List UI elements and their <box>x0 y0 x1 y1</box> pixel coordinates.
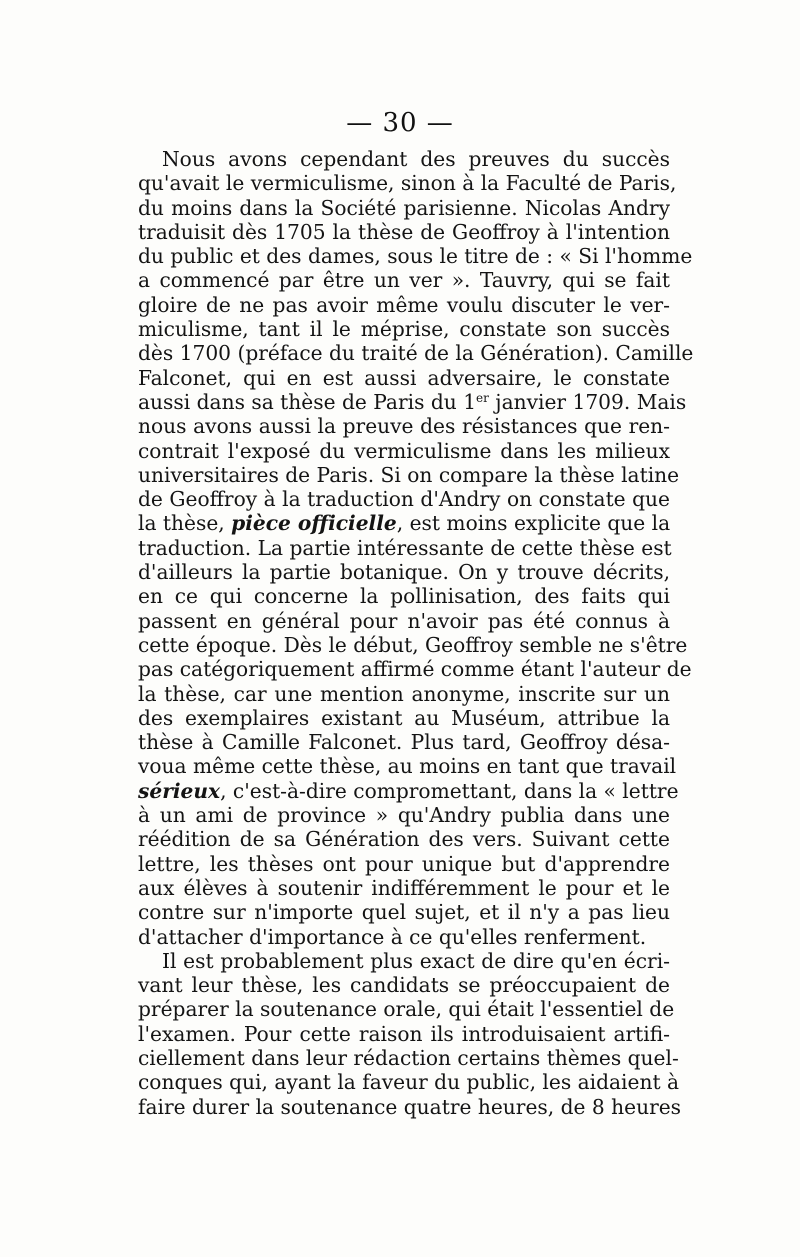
text-line: nous avons aussi la preuve des résistances que ren- <box>138 414 670 439</box>
text-segment: aussi dans sa thèse de Paris du 1 <box>138 389 477 414</box>
text-line: a commencé par être un ver ». Tauvry, qui se fait <box>138 268 670 293</box>
text-line: conques qui, ayant la faveur du public, les aidaient à <box>138 1070 680 1095</box>
text-line: ciellement dans leur rédaction certains thèmes quel- <box>138 1045 679 1070</box>
text-line: traduction. La partie intéressante de cette thèse est <box>138 535 672 560</box>
text-line: aux élèves à soutenir indifféremment le pour et le <box>138 875 670 900</box>
text-line: faire durer la soutenance quatre heures, de 8 heures <box>138 1094 682 1119</box>
italic-phrase: pièce officielle <box>231 511 397 536</box>
text-segment: janvier 1709. Mais <box>488 389 687 414</box>
text-line: cette époque. Dès le début, Geoffroy semble ne s'être <box>138 632 688 657</box>
text-line: contre sur n'importe quel sujet, et il n'y a pas lieu <box>138 900 670 925</box>
body-text <box>138 147 694 1119</box>
text-line: Il est probablement plus exact de dire qu'en écri- <box>162 948 670 973</box>
text-line: passent en général pour n'avoir pas été connus à <box>138 608 670 633</box>
text-segment: , c'est-à-dire compromettant, dans la « lettre <box>220 778 679 803</box>
text-line: gloire de ne pas avoir même voulu discuter le ver- <box>138 292 670 317</box>
text-line: de Geoffroy à la traduction d'Andry on constate que <box>138 487 670 512</box>
text-line: d'ailleurs la partie botanique. On y trouve décrits, <box>138 560 670 585</box>
text-line: qu'avait le vermiculisme, sinon à la Faculté de Paris, <box>138 171 677 196</box>
page-number: — 30 — <box>346 108 454 138</box>
text-line: contrait l'exposé du vermiculisme dans les milieux <box>138 438 670 463</box>
text-line: thèse à Camille Falconet. Plus tard, Geoffroy désa- <box>138 730 670 755</box>
text-line: du public et des dames, sous le titre de : « Si l'homme <box>138 244 693 269</box>
text-line: la thèse, car une mention anonyme, inscrite sur un <box>138 681 670 706</box>
text-line: lettre, les thèses ont pour unique but d'apprendre <box>138 851 670 876</box>
text-line-date <box>138 389 687 414</box>
text-line: dès 1700 (préface du traité de la Génération). Camille <box>138 341 694 366</box>
text-line: du moins dans la Société parisienne. Nicolas Andry <box>138 195 670 220</box>
text-line: miculisme, tant il le méprise, constate son succès <box>138 317 670 342</box>
superscript-er: er <box>476 390 489 405</box>
text-line: universitaires de Paris. Si on compare la thèse latine <box>138 462 680 487</box>
text-line: des exemplaires existant au Muséum, attribue la <box>138 705 670 730</box>
text-line: préparer la soutenance orale, qui était l'essentiel de <box>138 997 675 1022</box>
text-segment: la thèse, <box>138 511 232 536</box>
text-segment: , est moins explicite que la <box>396 511 671 536</box>
text-line-serieux <box>138 778 679 803</box>
text-line: traduisit dès 1705 la thèse de Geoffroy à l'intention <box>138 219 670 244</box>
text-line: à un ami de province » qu'Andry publia dans une <box>138 803 670 828</box>
text-line: voua même cette thèse, au moins en tant que travail <box>138 754 677 779</box>
text-line: Nous avons cependant des preuves du succès <box>162 147 670 171</box>
text-line: Falconet, qui en est aussi adversaire, le constate <box>138 365 670 390</box>
text-line: vant leur thèse, les candidats se préoccupaient de <box>138 973 670 998</box>
text-line-piece-officielle <box>138 511 670 535</box>
text-line: en ce qui concerne la pollinisation, des faits qui <box>138 584 670 609</box>
text-line: l'examen. Pour cette raison ils introduisaient artifi- <box>138 1021 670 1046</box>
text-line: d'attacher d'importance à ce qu'elles renferment. <box>138 924 647 949</box>
text-line: réédition de sa Génération des vers. Suivant cette <box>138 827 670 852</box>
italic-word: sérieux <box>138 778 221 803</box>
text-line: pas catégoriquement affirmé comme étant l'auteur de <box>138 657 692 682</box>
